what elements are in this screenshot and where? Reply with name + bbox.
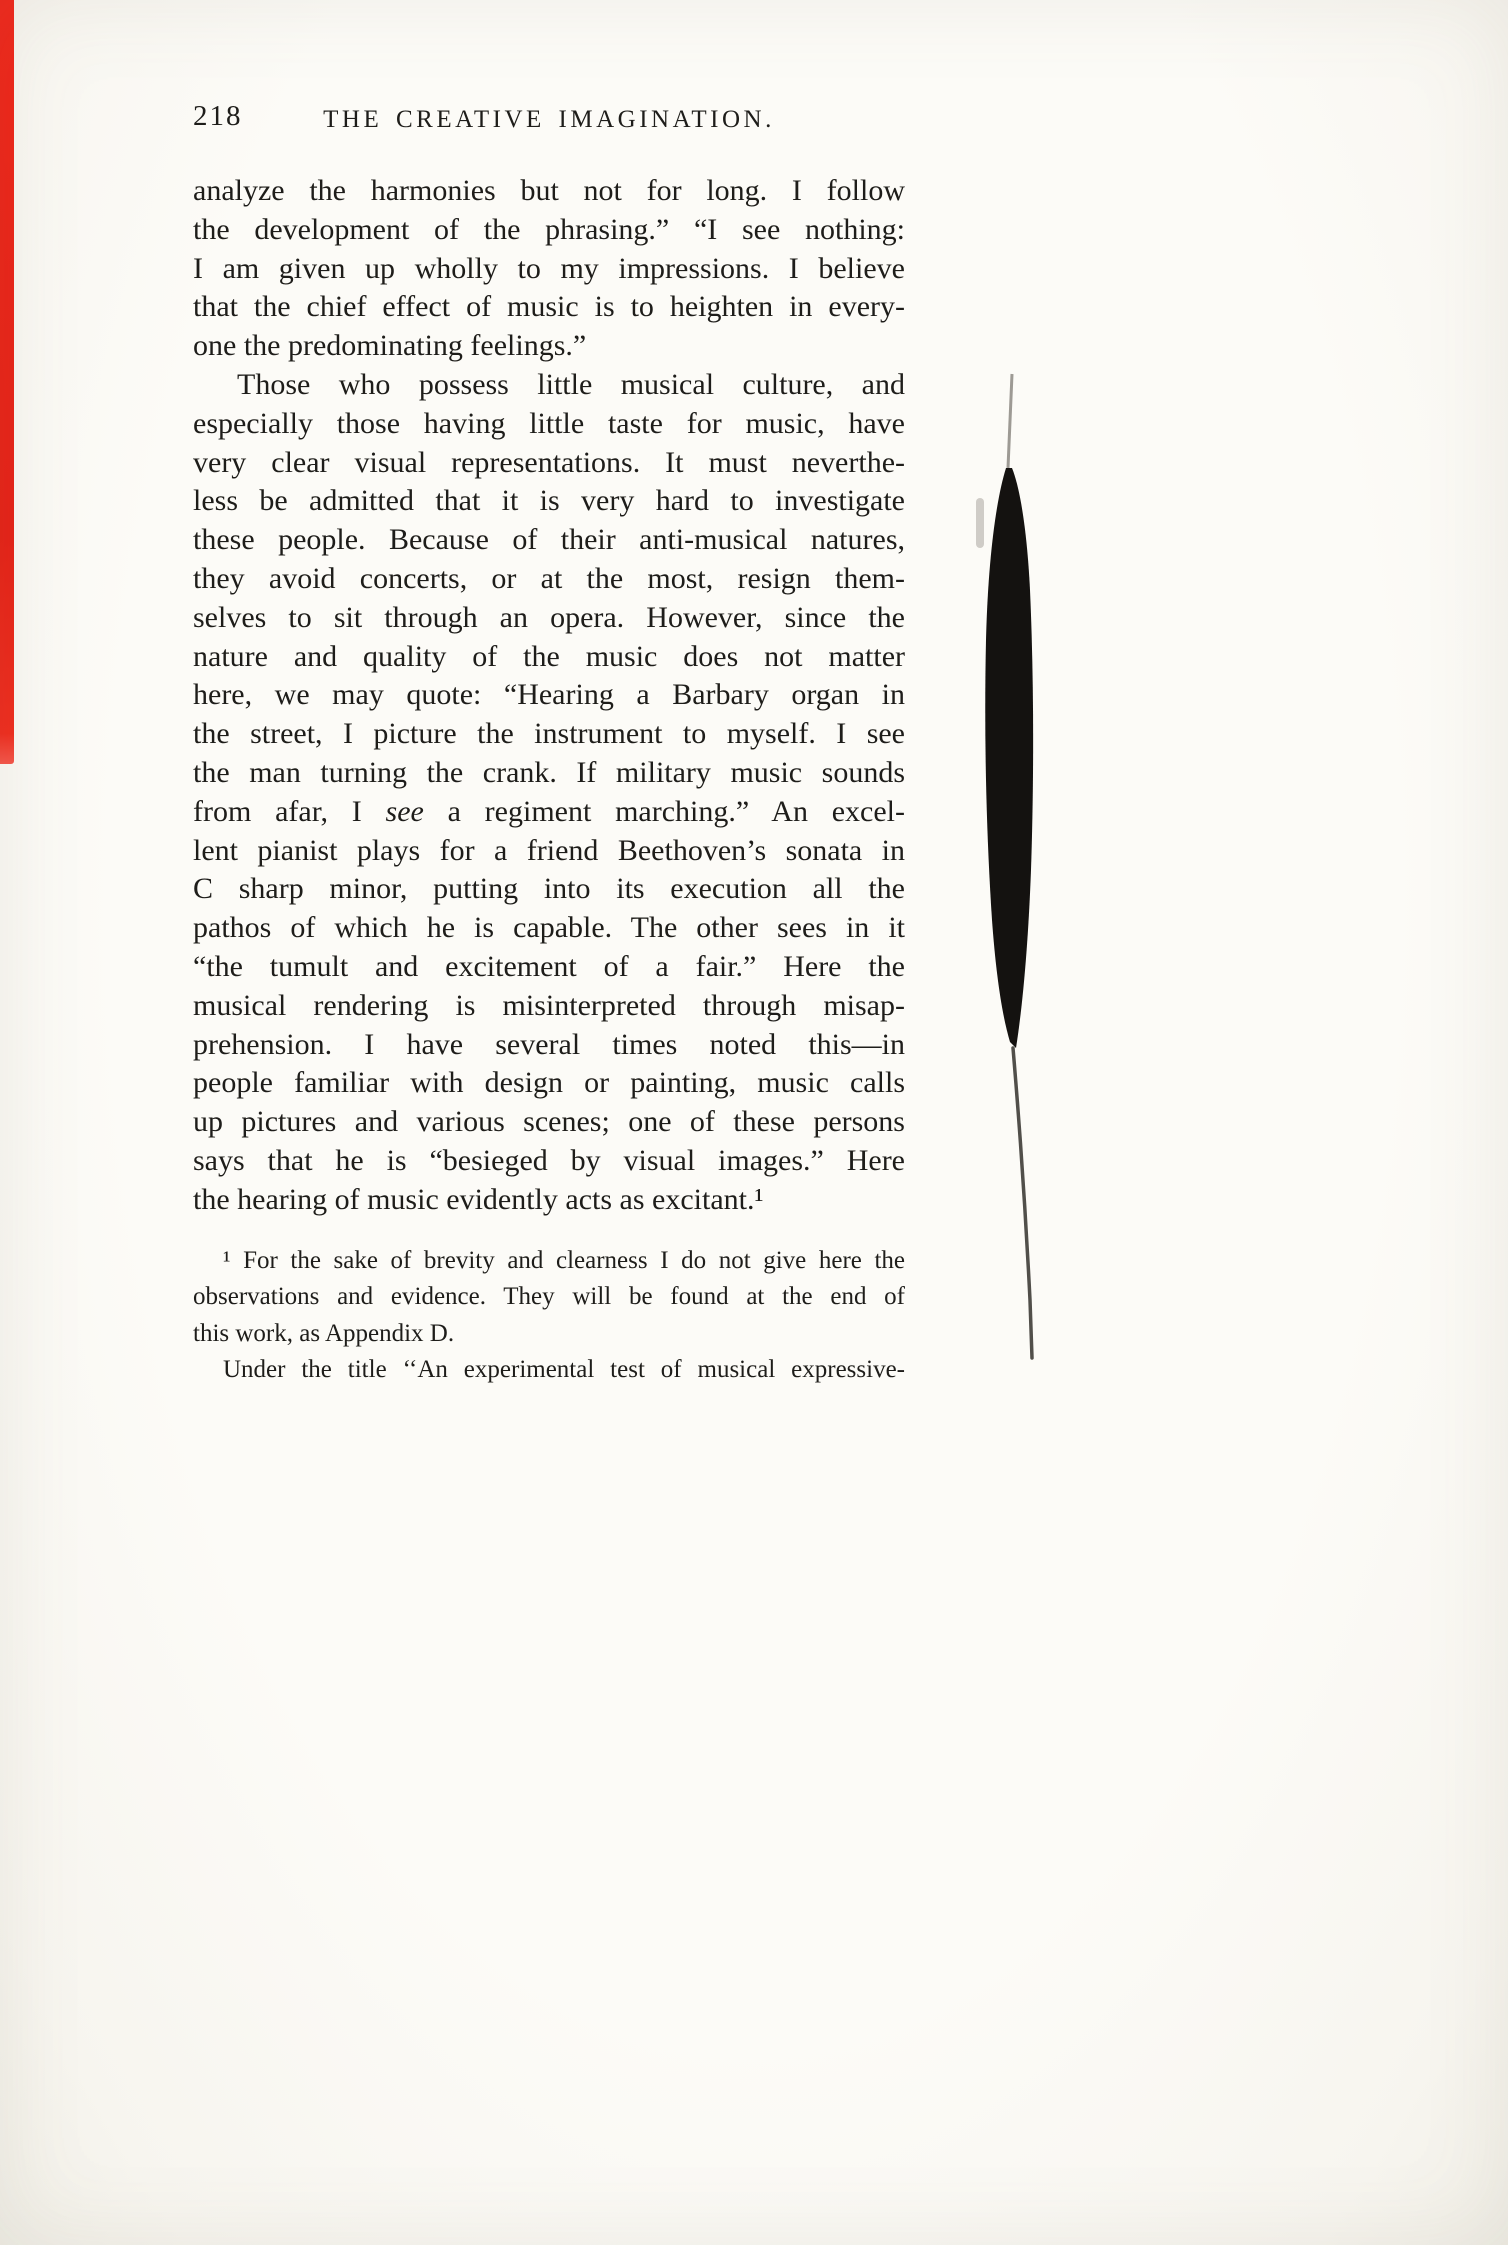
- text-line: these people. Because of their anti-musical natures,: [193, 523, 905, 557]
- text-line: “the tumult and excitement of a fair.” Here the: [193, 949, 905, 983]
- text-line: this work, as Appendix D.: [193, 1319, 455, 1347]
- text-line: C sharp minor, putting into its execution all the: [193, 872, 905, 906]
- text-line: Those who possess little musical culture, and: [237, 367, 905, 401]
- red-binding-stripe-artifact: [0, 0, 14, 764]
- text-line: very clear visual representations. It must neverthe-: [193, 445, 905, 479]
- text-line: the man turning the crank. If military music sounds: [193, 755, 905, 789]
- text-line: musical rendering is misinterpreted through misap-: [193, 988, 905, 1022]
- ink-blot-artifact: [960, 360, 1060, 1370]
- text-line: lent pianist plays for a friend Beethoven’s sonata in: [193, 833, 905, 867]
- text-line: especially those having little taste for music, have: [193, 406, 905, 440]
- text-line: ¹ For the sake of brevity and clearness I do not give here the: [223, 1247, 905, 1274]
- text-line: analyze the harmonies but not for long. I follow: [193, 174, 905, 207]
- text-line: one the predominating feelings.”: [193, 329, 587, 363]
- text-line: that the chief effect of music is to heighten in every-: [193, 290, 905, 324]
- text-line: the hearing of music evidently acts as excitant.¹: [193, 1182, 764, 1216]
- text-line: observations and evidence. They will be found at the end of: [193, 1283, 905, 1311]
- text-line: says that he is “besieged by visual images.” Here: [193, 1143, 905, 1177]
- text-line: I am given up wholly to my impressions. I believe: [193, 251, 905, 285]
- text-line: they avoid concerts, or at the most, resign them-: [193, 561, 905, 595]
- text-line: prehension. I have several times noted this—in: [193, 1027, 905, 1061]
- text-line: from afar, I see a regiment marching.” An excel-: [193, 794, 905, 828]
- text-line: pathos of which he is capable. The other sees in it: [193, 911, 905, 945]
- footnote: [193, 1243, 905, 1389]
- text-line: the street, I picture the instrument to myself. I see: [193, 717, 905, 751]
- text-line: up pictures and various scenes; one of these persons: [193, 1105, 905, 1139]
- text-line: here, we may quote: “Hearing a Barbary organ in: [193, 678, 905, 712]
- page-number: 218: [193, 100, 243, 132]
- text-line: nature and quality of the music does not matter: [193, 639, 905, 673]
- text-line: selves to sit through an opera. However, since the: [193, 600, 905, 634]
- text-line: less be admitted that it is very hard to investigate: [193, 484, 905, 518]
- running-header: THE CREATIVE IMAGINATION.: [323, 106, 775, 133]
- text-line: Under the title ‘‘An experimental test of musical expressive-: [223, 1356, 905, 1384]
- text-line: the development of the phrasing.” “I see nothing:: [193, 212, 905, 246]
- text-line: people familiar with design or painting, music calls: [193, 1066, 905, 1100]
- body-text: [193, 172, 905, 1220]
